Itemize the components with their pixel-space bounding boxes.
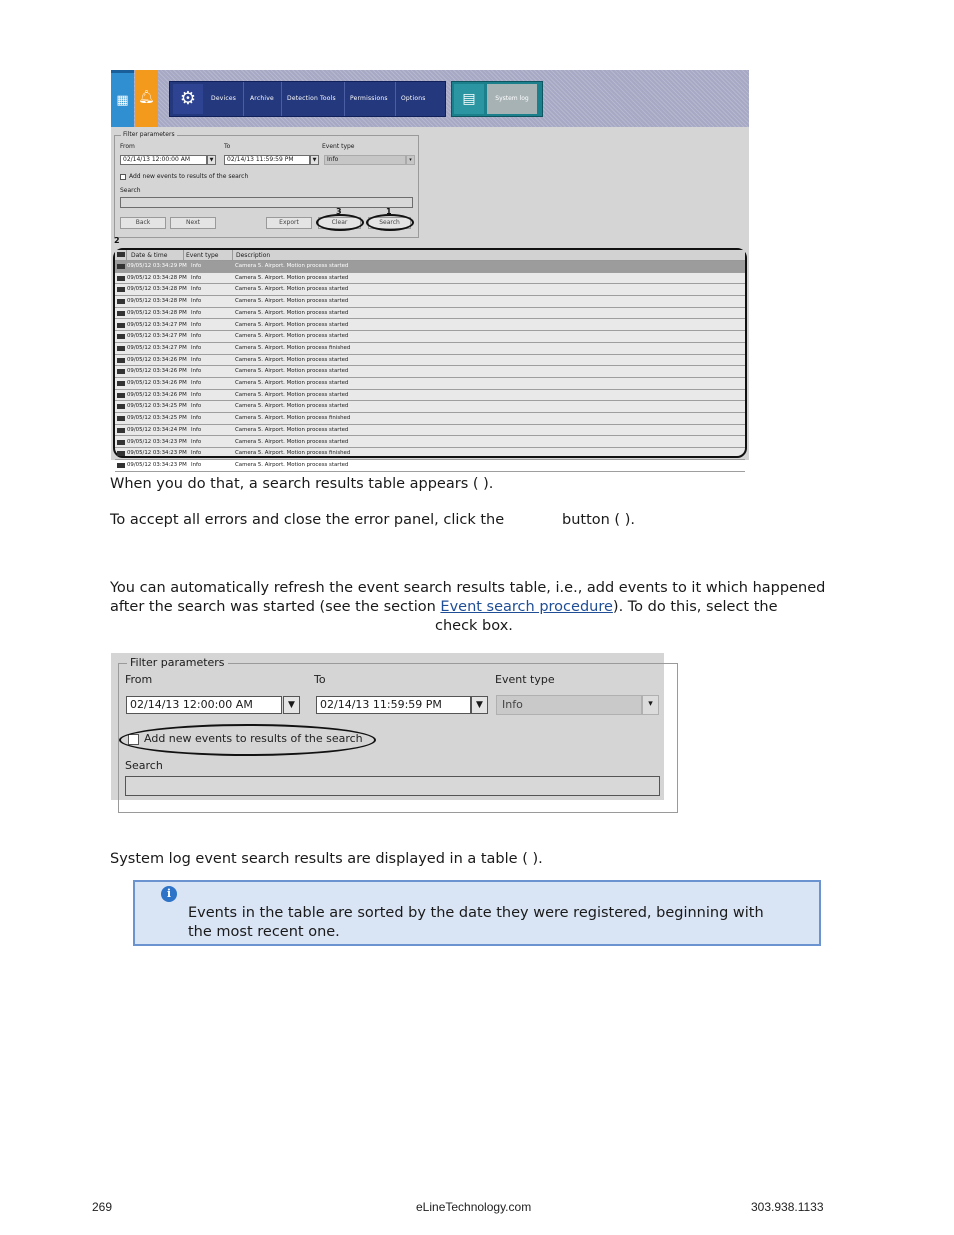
cell-event-type: Info — [191, 309, 202, 316]
footer-phone: 303.938.1133 — [751, 1200, 824, 1214]
filter-parameters-panel-large — [118, 656, 678, 813]
filter-legend: Filter parameters — [123, 131, 175, 138]
cell-description: Camera 5. Airport. Motion process started — [235, 321, 349, 328]
cell-date-time: 09/05/12 03:34:28 PM — [127, 298, 187, 305]
camera-icon — [117, 404, 125, 409]
from-date-field-large[interactable]: 02/14/13 12:00:00 AM — [126, 696, 282, 714]
table-row[interactable] — [115, 343, 745, 355]
cell-event-type: Info — [191, 426, 202, 433]
cell-event-type: Info — [191, 450, 202, 457]
camera-icon — [117, 334, 125, 339]
camera-icon — [117, 463, 125, 468]
cell-description: Camera 5. Airport. Motion process started — [235, 298, 349, 305]
cell-date-time: 09/05/12 03:34:26 PM — [127, 356, 187, 363]
info-note-box — [133, 880, 821, 946]
to-dropdown-icon-large[interactable]: ▼ — [471, 696, 488, 714]
paragraph-results-appear: When you do that, a search results table appears ( ). — [110, 476, 494, 492]
event-type-dropdown-icon-large[interactable]: ▾ — [642, 695, 659, 715]
camera-icon — [117, 287, 125, 292]
cell-description: Camera 5. Airport. Motion process started — [235, 438, 349, 445]
col-description[interactable]: Description — [236, 252, 271, 259]
table-row[interactable] — [115, 378, 745, 390]
menu-options[interactable]: Options — [401, 95, 426, 102]
to-date-field[interactable]: 02/14/13 11:59:59 PM — [224, 155, 310, 165]
event-type-label: Event type — [322, 143, 355, 150]
cell-description: Camera 5. Airport. Motion process started — [235, 333, 349, 340]
to-dropdown-icon[interactable]: ▼ — [310, 155, 319, 165]
search-input-large[interactable] — [125, 776, 660, 796]
camera-icon — [117, 264, 125, 269]
camera-icon — [117, 369, 125, 374]
cell-description: Camera 5. Airport. Motion process started — [235, 380, 349, 386]
clear-button[interactable]: Clear — [318, 217, 361, 229]
paragraph-refresh-line2: after the search was started (see the section Event search procedure). To do this, select the — [110, 599, 778, 615]
cell-description: Camera 5. Airport. Motion process finished — [235, 450, 351, 457]
export-button[interactable]: Export — [266, 217, 312, 229]
alarm-bell-icon[interactable]: 🔔︎ — [135, 70, 158, 127]
tab-system-log[interactable]: System log — [487, 84, 537, 114]
table-row[interactable] — [115, 425, 745, 437]
cell-description: Camera 5. Airport. Motion process started — [235, 461, 349, 468]
table-row[interactable] — [115, 390, 745, 402]
cell-date-time: 09/05/12 03:34:27 PM — [127, 333, 187, 340]
camera-icon — [117, 323, 125, 328]
filter-legend-large: Filter parameters — [127, 656, 228, 669]
camera-icon — [117, 358, 125, 363]
paragraph-accept-errors-button: button ( ). — [562, 512, 635, 528]
cell-date-time: 09/05/12 03:34:23 PM — [127, 438, 187, 445]
cell-date-time: 09/05/12 03:34:29 PM — [127, 263, 187, 269]
settings-menu-bar — [169, 81, 446, 117]
cell-event-type: Info — [191, 415, 202, 422]
paragraph-refresh-line3: check box. — [435, 618, 513, 634]
to-label-large: To — [314, 673, 326, 686]
camera-icon — [117, 299, 125, 304]
camera-icon — [117, 252, 125, 257]
add-new-events-label-large: Add new events to results of the search — [144, 732, 363, 745]
cell-event-type: Info — [191, 286, 202, 293]
event-type-label-large: Event type — [495, 673, 555, 686]
add-new-events-checkbox[interactable] — [120, 174, 126, 180]
cell-date-time: 09/05/12 03:34:26 PM — [127, 391, 187, 398]
menu-permissions[interactable]: Permissions — [350, 95, 388, 102]
cell-date-time: 09/05/12 03:34:28 PM — [127, 286, 187, 293]
cell-event-type: Info — [191, 403, 202, 410]
cell-event-type: Info — [191, 368, 202, 375]
cell-event-type: Info — [191, 344, 202, 351]
cell-event-type: Info — [191, 333, 202, 340]
to-date-field-large[interactable]: 02/14/13 11:59:59 PM — [316, 696, 471, 714]
event-type-dropdown-icon[interactable]: ▾ — [406, 155, 415, 165]
search-label-large: Search — [125, 759, 163, 772]
camera-icon — [117, 393, 125, 398]
table-row[interactable] — [115, 284, 745, 296]
filter-parameters-panel — [114, 131, 419, 238]
camera-icon — [117, 346, 125, 351]
clear-highlight-oval — [316, 214, 364, 231]
from-dropdown-icon-large[interactable]: ▼ — [283, 696, 300, 714]
filter-parameters-screenshot — [111, 653, 664, 800]
search-input[interactable] — [120, 197, 413, 208]
table-row[interactable] — [115, 460, 745, 472]
cell-description: Camera 5. Airport. Motion process started — [235, 309, 349, 316]
table-row[interactable] — [115, 355, 745, 367]
event-type-select-large[interactable]: Info — [496, 695, 642, 715]
col-event-type[interactable]: Event type — [186, 252, 219, 259]
camera-icon — [117, 416, 125, 421]
from-label-large: From — [125, 673, 153, 686]
col-date-time[interactable]: Date & time — [131, 252, 168, 259]
cell-description: Camera 5. Airport. Motion process finished — [235, 415, 351, 422]
callout-3: 3 — [336, 207, 342, 216]
menu-detection-tools[interactable]: Detection Tools — [287, 95, 336, 102]
info-line-2: the most recent one. — [188, 924, 340, 940]
page-number: 269 — [92, 1200, 113, 1214]
camera-icon — [117, 451, 125, 456]
cell-date-time: 09/05/12 03:34:28 PM — [127, 309, 187, 316]
table-row[interactable] — [115, 448, 745, 460]
menu-archive[interactable]: Archive — [250, 95, 274, 102]
checkbox-highlight-oval — [119, 724, 376, 756]
cell-description: Camera 5. Airport. Motion process started — [235, 356, 349, 363]
cell-description: Camera 5. Airport. Motion process started — [235, 274, 349, 281]
table-row[interactable] — [115, 308, 745, 320]
top-bar — [111, 70, 749, 127]
table-row[interactable] — [115, 273, 745, 285]
cell-event-type: Info — [191, 298, 202, 305]
from-dropdown-icon[interactable]: ▼ — [207, 155, 216, 165]
camera-icon — [117, 428, 125, 433]
cell-description: Camera 5. Airport. Motion process started — [235, 263, 349, 269]
cell-description: Camera 5. Airport. Motion process started — [235, 403, 349, 410]
cell-date-time: 09/05/12 03:34:28 PM — [127, 274, 187, 281]
event-search-procedure-link[interactable]: Event search procedure — [440, 599, 613, 615]
table-row[interactable] — [115, 296, 745, 308]
camera-icon — [117, 440, 125, 445]
table-header — [115, 250, 745, 261]
cell-event-type: Info — [191, 461, 202, 468]
cell-date-time: 09/05/12 03:34:27 PM — [127, 321, 187, 328]
info-line-1: Events in the table are sorted by the date they were registered, beginning with — [188, 905, 764, 921]
cell-description: Camera 5. Airport. Motion process started — [235, 286, 349, 293]
to-label: To — [224, 143, 231, 150]
search-button[interactable]: Search — [368, 217, 411, 229]
from-label: From — [120, 143, 135, 150]
search-label: Search — [120, 187, 141, 194]
table-row[interactable] — [115, 401, 745, 413]
table-row[interactable] — [115, 366, 745, 378]
cell-date-time: 09/05/12 03:34:23 PM — [127, 461, 187, 468]
callout-1: 1 — [386, 207, 392, 216]
table-row[interactable] — [115, 320, 745, 332]
event-type-select[interactable]: Info — [324, 155, 406, 165]
cell-date-time: 09/05/12 03:34:26 PM — [127, 368, 187, 375]
search-results-table — [113, 248, 747, 468]
system-log-screenshot — [111, 70, 749, 468]
cell-event-type: Info — [191, 380, 202, 386]
next-button[interactable]: Next — [170, 217, 216, 229]
cell-event-type: Info — [191, 391, 202, 398]
callout-2: 2 — [114, 236, 120, 245]
gear-icon: ⚙ — [173, 84, 203, 114]
camera-icon — [117, 311, 125, 316]
table-row[interactable] — [115, 331, 745, 343]
windows-tile-icon[interactable]: ▦ — [111, 70, 134, 127]
camera-icon — [117, 276, 125, 281]
cell-event-type: Info — [191, 321, 202, 328]
camera-icon — [117, 381, 125, 386]
paragraph-accept-errors: To accept all errors and close the error panel, click the — [110, 512, 505, 528]
cell-event-type: Info — [191, 274, 202, 281]
cell-description: Camera 5. Airport. Motion process started — [235, 391, 349, 398]
add-new-events-label: Add new events to results of the search — [129, 173, 249, 180]
cell-description: Camera 5. Airport. Motion process started — [235, 368, 349, 375]
info-icon: i — [161, 886, 177, 902]
back-button[interactable]: Back — [120, 217, 166, 229]
cell-description: Camera 5. Airport. Motion process finished — [235, 344, 351, 351]
search-highlight-oval — [366, 214, 414, 231]
cell-event-type: Info — [191, 263, 202, 269]
cell-date-time: 09/05/12 03:34:24 PM — [127, 426, 187, 433]
log-document-icon: ▤ — [454, 84, 484, 114]
footer-website: eLineTechnology.com — [416, 1200, 532, 1214]
table-row[interactable] — [115, 413, 745, 425]
cell-event-type: Info — [191, 438, 202, 445]
cell-description: Camera 5. Airport. Motion process started — [235, 426, 349, 433]
paragraph-results-displayed: System log event search results are displayed in a table ( ). — [110, 851, 543, 867]
paragraph-refresh-line1: You can automatically refresh the event search results table, i.e., add events to it which happened — [110, 580, 826, 596]
from-date-field[interactable]: 02/14/13 12:00:00 AM — [120, 155, 207, 165]
table-row[interactable] — [115, 261, 745, 273]
system-log-group — [451, 81, 543, 117]
cell-date-time: 09/05/12 03:34:27 PM — [127, 344, 187, 351]
table-row[interactable] — [115, 437, 745, 449]
cell-event-type: Info — [191, 356, 202, 363]
menu-devices[interactable]: Devices — [211, 95, 237, 102]
cell-date-time: 09/05/12 03:34:26 PM — [127, 380, 187, 386]
cell-date-time: 09/05/12 03:34:25 PM — [127, 403, 187, 410]
cell-date-time: 09/05/12 03:34:25 PM — [127, 415, 187, 422]
cell-date-time: 09/05/12 03:34:23 PM — [127, 450, 187, 457]
